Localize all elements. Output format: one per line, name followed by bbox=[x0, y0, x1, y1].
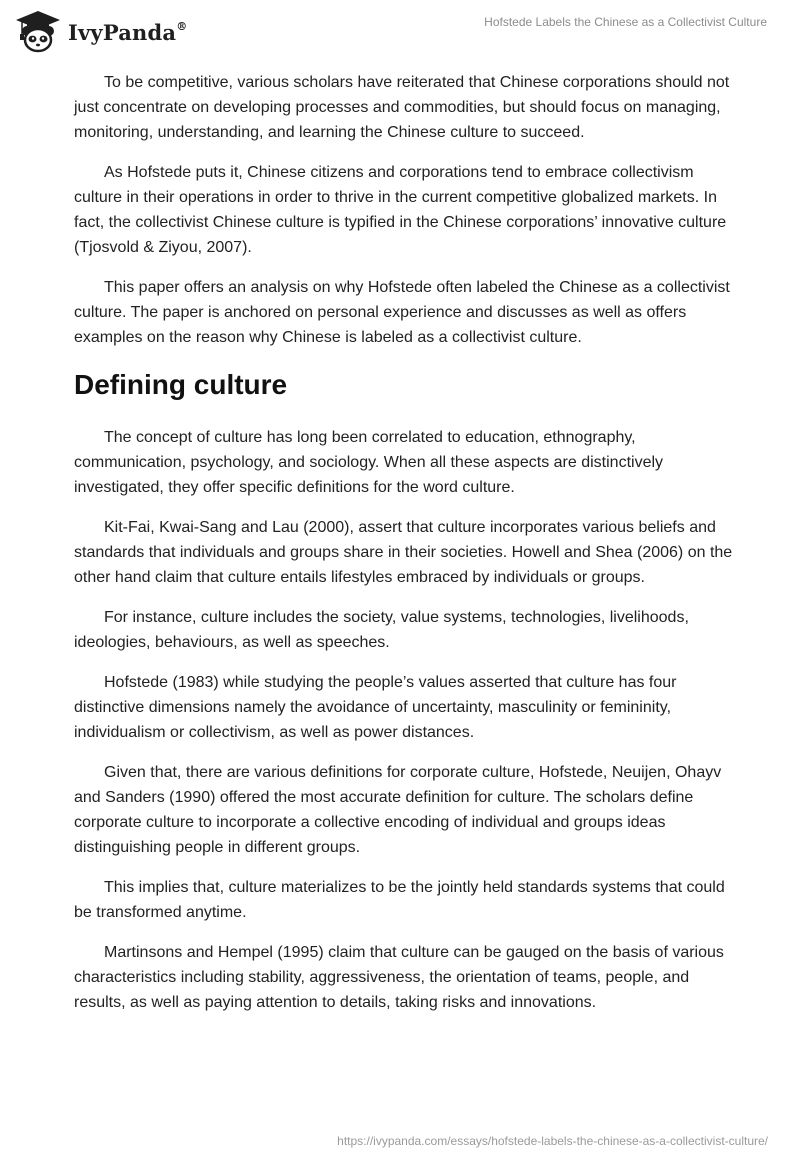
page-header bbox=[0, 0, 800, 60]
source-url-link[interactable]: https://ivypanda.com/essays/hofstede-labels-the-chinese-as-a-collectivist-culture/ bbox=[337, 1134, 768, 1148]
paragraph: For instance, culture includes the society, value systems, technologies, livelihoods, ideologies, behaviours, as well as speeches. bbox=[74, 609, 689, 651]
paragraph: Kit-Fai, Kwai-Sang and Lau (2000), assert that culture incorporates various beliefs and standards that individuals and groups share in their societies. Howell and Shea (2006) on the other hand claim that culture entails lifestyles embraced by individuals or groups. bbox=[74, 519, 733, 586]
paragraph: The concept of culture has long been correlated to education, ethnography, communication, psychology, and sociology. When all these aspects are distinctively investigated, they offer specific definitions for the word culture. bbox=[74, 429, 664, 496]
paragraph: This paper offers an analysis on why Hofstede often labeled the Chinese as a collectivist culture. The paper is anchored on personal experience and discusses as well as offers examples on the reason why Chinese is labeled as a collectivist culture. bbox=[74, 279, 730, 346]
paragraph: This implies that, culture materializes to be the jointly held standards systems that could be transformed anytime. bbox=[74, 879, 725, 921]
document-title: Hofstede Labels the Chinese as a Collectivist Culture bbox=[484, 15, 767, 29]
paragraph: As Hofstede puts it, Chinese citizens and corporations tend to embrace collectivism culture in their operations in order to thrive in the current competitive globalized markets. In fact, the collectivist Chinese culture is typified in the Chinese corporations’ innovative culture (Tjosvold & Ziyou, 2007). bbox=[74, 164, 727, 256]
panda-graduate-icon bbox=[14, 9, 62, 53]
ivypanda-logo[interactable] bbox=[14, 9, 187, 53]
logo-wordmark: IvyPanda® bbox=[68, 19, 188, 45]
paragraph: Martinsons and Hempel (1995) claim that culture can be gauged on the basis of various characteristics including stability, aggressiveness, the orientation of teams, people, and results, as well as paying attention to details, taking risks and innovations. bbox=[74, 944, 724, 1011]
section-heading: Defining culture bbox=[74, 369, 288, 400]
essay-body bbox=[74, 70, 734, 1030]
paragraph: Hofstede (1983) while studying the people’s values asserted that culture has four distinctive dimensions namely the avoidance of uncertainty, masculinity or femininity, individualism or collectivism, as well as power distances. bbox=[74, 674, 677, 741]
paragraph: Given that, there are various definitions for corporate culture, Hofstede, Neuijen, Ohayv and Sanders (1990) offered the most accurate definition for culture. The scholars define corporate culture to incorporate a collective encoding of individual and groups ideas distinguishing people in different groups. bbox=[74, 764, 722, 856]
paragraph: To be competitive, various scholars have reiterated that Chinese corporations should not just concentrate on developing processes and commodities, but should focus on managing, monitoring, understanding, and learning the Chinese culture to succeed. bbox=[74, 74, 730, 141]
